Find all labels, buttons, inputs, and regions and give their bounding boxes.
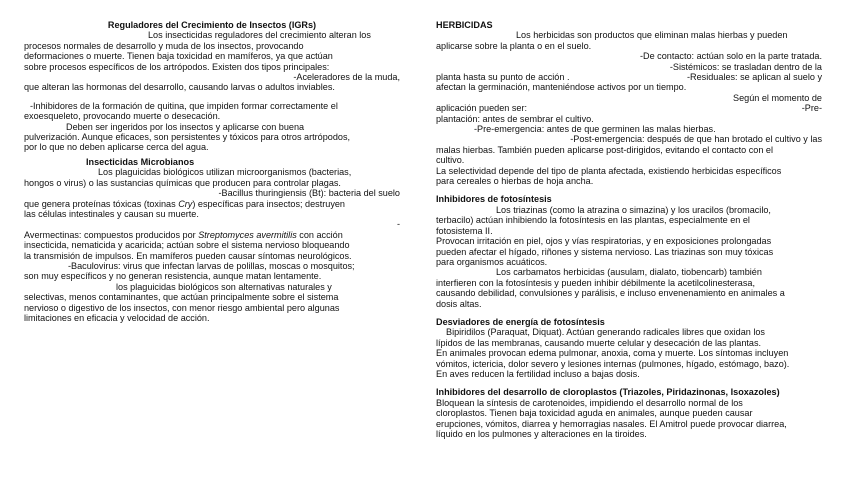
chitin-text-line: exoesqueleto, provocando muerte o desecación.: [24, 111, 221, 122]
herbicide-text-fragment: -Residuales: se aplican al suelo y: [687, 72, 822, 83]
igr-text-line: que alteran las hormonas del desarrollo, causando larvas o adultos inviables.: [24, 82, 335, 93]
igr-text-line: sobre procesos específicos de los artrópodos. Existen dos tipos principales:: [24, 61, 330, 72]
scientific-name: Cry: [178, 198, 193, 209]
herbicide-text-line: -Post-emergencia: después de que han brotado el cultivo y las: [570, 134, 822, 145]
energy-diverters-text-line: Bipiridilos (Paraquat, Diquat). Actúan generando radicales libres que oxidan los: [446, 327, 765, 338]
microbial-text-line: que genera proteínas tóxicas (toxinas Cry) específicas para insectos; destruyen: [24, 198, 345, 209]
herbicide-text-fragment: aplicación pueden ser:: [436, 103, 527, 114]
chitin-text-line: Deben ser ingeridos por los insectos y aplicarse con buena: [66, 121, 305, 132]
igr-text-line: procesos normales de desarrollo y muda de los insectos, provocando: [24, 40, 304, 51]
energy-diverters-heading: Desviadores de energía de fotosíntesis: [436, 316, 605, 327]
photosynthesis-text-line: Provocan irritación en piel, ojos y vías respiratorias, y en exposiciones prolongadas: [436, 236, 772, 247]
chitin-text-line: -Inhibidores de la formación de quitina, que impiden formar correctamente el: [30, 100, 338, 111]
herbicide-text-line: La selectividad depende del tipo de planta afectada, existiendo herbicidas específicos: [436, 165, 782, 176]
herbicide-text-line: -Sistémicos: se trasladan dentro de la: [669, 61, 822, 72]
herbicide-text-fragment: planta hasta su punto de acción .: [436, 72, 570, 83]
herbicide-text-line: Los herbicidas son productos que eliminan malas hierbas y pueden: [516, 30, 788, 41]
herbicide-text-line: aplicarse sobre la planta o en el suelo.: [436, 40, 592, 51]
photosynthesis-heading: Inhibidores de fotosíntesis: [436, 194, 552, 205]
igr-heading: Reguladores del Crecimiento de Insectos (IGRs): [107, 20, 317, 30]
herbicides-heading: HERBICIDAS: [436, 20, 493, 30]
igr-text-line: deformaciones o muerte. Tienen baja toxicidad en mamíferos, ya que actúan: [24, 51, 333, 62]
herbicide-text-line: malas hierbas. También pueden aplicarse post-dirigidos, evitando el contacto con el: [436, 144, 774, 155]
left-column: [24, 20, 400, 323]
baculovirus-text-line: son muy específicos y no generan resistencia, aunque matan lentamente.: [24, 271, 322, 282]
biological-summary-line: nervioso o digestivo de los insectos, con menor riesgo ambiental pero algunas: [24, 302, 340, 313]
avermectin-text-line: la transmisión de impulsos. En mamíferos pueden causar síntomas neurológicos.: [24, 250, 352, 261]
microbial-text-line: -: [396, 219, 400, 230]
photosynthesis-text-line: dosis altas.: [436, 298, 482, 309]
microbial-heading: Insecticidas Microbianos: [86, 156, 195, 167]
herbicide-text-line: para cereales o hierbas de hoja ancha.: [436, 176, 594, 187]
herbicide-text-line: plantación: antes de sembrar el cultivo.: [436, 113, 594, 124]
photosynthesis-text-line: Los carbamatos herbicidas (ausulam, dialato, tiobencarb) también: [496, 267, 762, 278]
photosynthesis-text-line: para organismos acuáticos.: [436, 256, 548, 267]
photosynthesis-text-line: terbacilo) actúan inhibiendo la fotosíntesis en las plantas, especialmente en el: [436, 215, 750, 226]
chloroplast-heading: Inhibidores del desarrollo de cloroplastos (Triazoles, Piridazinonas, Isoxazoles): [436, 387, 780, 398]
biological-summary-line: los plaguicidas biológicos son alternativas naturales y: [116, 281, 332, 292]
chloroplast-text-line: Bloquean la síntesis de carotenoides, impidiendo el desarrollo normal de los: [436, 397, 743, 408]
photosynthesis-text-line: Los triazinas (como la atrazina o simazina) y los uracilos (bromacilo,: [496, 204, 771, 215]
chloroplast-text-line: cloroplastos. Tienen baja toxicidad aguda en animales, aunque pueden causar: [436, 408, 753, 419]
photosynthesis-text-line: causando debilidad, convulsiones y parálisis, e incluso envenenamiento en animales a: [436, 288, 785, 299]
herbicide-text-line: afectan la germinación, manteniéndose activos por un tiempo.: [436, 82, 687, 93]
biological-summary-line: selectivas, menos contaminantes, que actúan principalmente sobre el sistema: [24, 292, 339, 303]
microbial-text-line: Los plaguicidas biológicos utilizan microorganismos (bacterias,: [98, 167, 352, 178]
herbicide-split-line: [436, 103, 822, 113]
energy-diverters-text-line: En aves reducen la fertilidad incluso a bajas dosis.: [436, 368, 640, 379]
photosynthesis-text-line: fotosistema II.: [436, 225, 493, 236]
herbicide-text-line: -De contacto: actúan solo en la parte tratada.: [640, 51, 822, 62]
herbicide-text-line: -Pre-emergencia: antes de que germinen las malas hierbas.: [474, 124, 716, 135]
herbicide-text-line: cultivo.: [436, 155, 465, 166]
microbial-text-line: las células intestinales y causan su muerte.: [24, 208, 199, 219]
chitin-text-line: pulverización. Aunque eficaces, son persistentes y tóxicos para otros artrópodos,: [24, 132, 351, 143]
igr-text-line: -Aceleradores de la muda,: [293, 72, 400, 83]
photosynthesis-text-line: interfieren con la fotosíntesis y pueden inhibir débilmente la acetilcolinesterasa,: [436, 277, 755, 288]
herbicide-split-line: [436, 72, 822, 82]
avermectin-text-line: Avermectinas: compuestos producidos por Streptomyces avermitilis con acción: [24, 229, 343, 240]
biological-summary-line: limitaciones en eficacia y velocidad de acción.: [24, 312, 210, 323]
microbial-text-line: -Bacillus thuringiensis (Bt): bacteria del suelo: [218, 188, 400, 199]
scientific-name: Streptomyces avermitilis: [198, 229, 297, 240]
microbial-text-line: hongos o virus) o las sustancias químicas que producen para controlar plagas.: [24, 177, 341, 188]
herbicide-text-fragment: -Pre-: [801, 103, 822, 114]
chloroplast-text-line: erupciones, vómitos, diarrea y hemorragias nasales. El Amitrol puede provocar diarrea,: [436, 418, 787, 429]
baculovirus-text-line: -Baculovirus: virus que infectan larvas de polillas, moscas o mosquitos;: [68, 260, 355, 271]
avermectin-text-line: insecticida, nematicida y acaricida; actúan sobre el sistema nervioso bloqueando: [24, 240, 350, 251]
energy-diverters-text-line: En animales provocan edema pulmonar, anoxia, coma y muerte. Los síntomas incluyen: [436, 348, 789, 359]
energy-diverters-text-line: vómitos, ictericia, dolor severo y lesiones internas (pulmones, hígado, estómago, bazo).: [436, 358, 790, 369]
photosynthesis-text-line: pueden afectar el hígado, riñones y sistema nervioso. Las triazinas son muy tóxicas: [436, 246, 774, 257]
chloroplast-text-line: líquido en los pulmones y alteraciones en la tiroides.: [436, 429, 647, 439]
chitin-text-line: por lo que no deben aplicarse cerca del agua.: [24, 142, 209, 153]
energy-diverters-text-line: lípidos de las membranas, causando muerte celular y desecación de las plantas.: [436, 337, 762, 348]
herbicide-text-line: Según el momento de: [733, 92, 822, 103]
right-column: [436, 20, 822, 439]
igr-text-line: Los insecticidas reguladores del crecimiento alteran los: [148, 30, 371, 41]
